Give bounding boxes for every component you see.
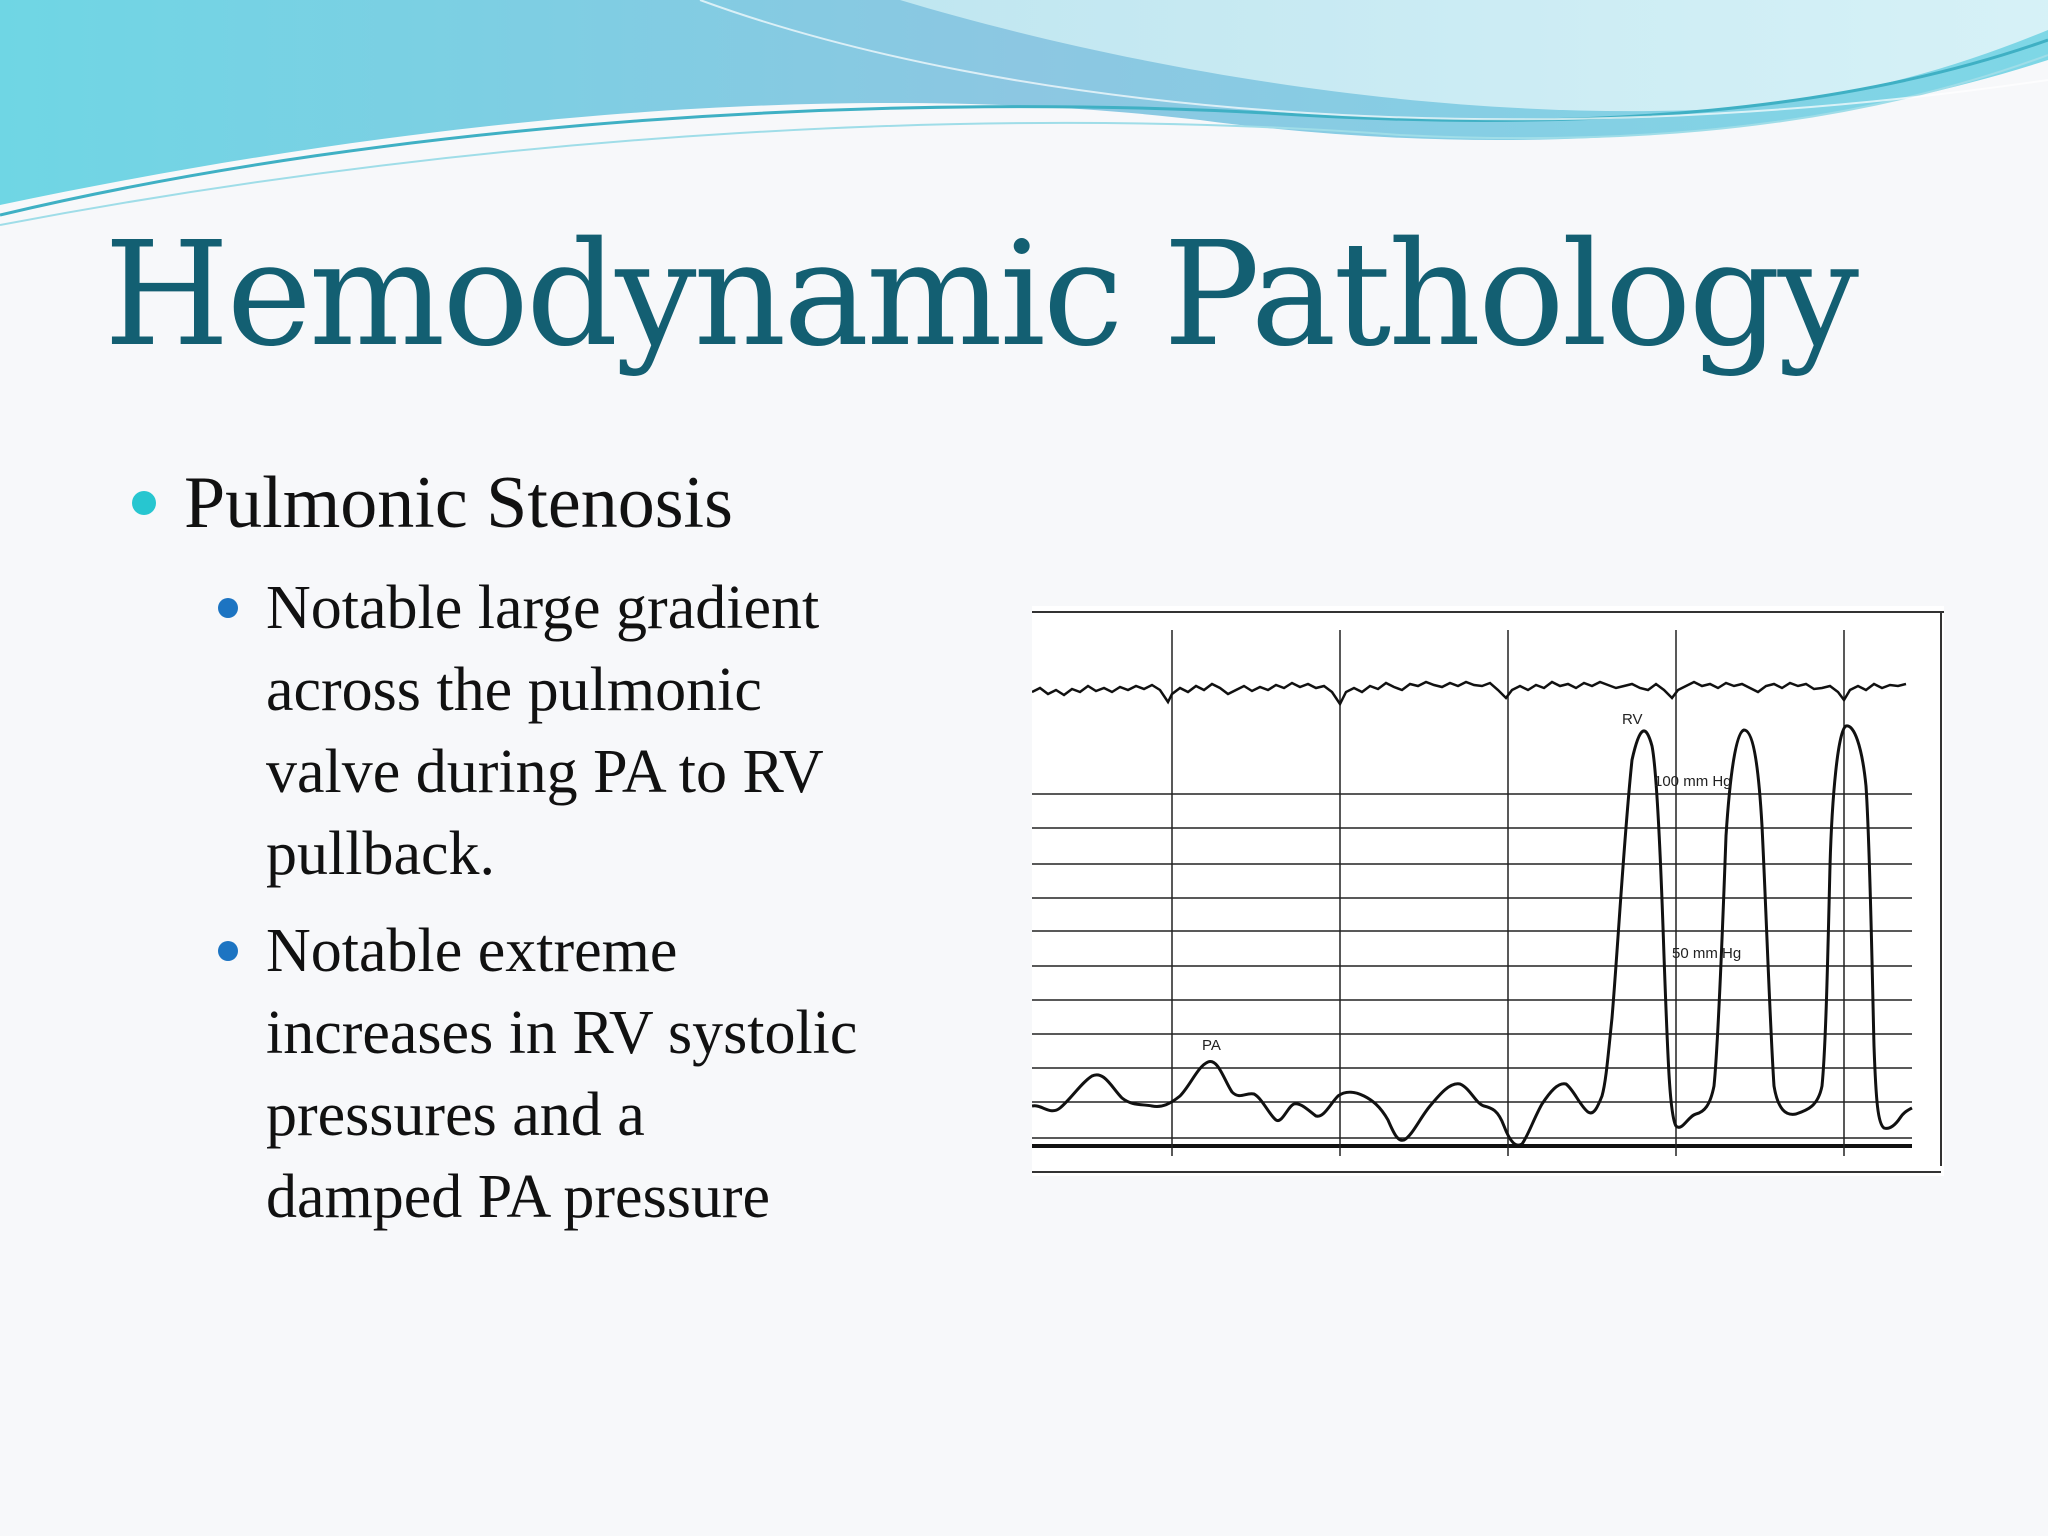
sub-bullet-1-line-2: across the pulmonic (266, 656, 762, 724)
scale-label-100: 100 mm Hg (1654, 773, 1732, 790)
bullet-level1-icon (132, 491, 156, 515)
label-rv: RV (1622, 711, 1643, 728)
pressure-tracing-figure (1032, 606, 1944, 1176)
bullet-pulmonic-stenosis: Pulmonic Stenosis (184, 462, 733, 544)
header-wave-decoration (0, 0, 2048, 240)
sub-bullet-2-line-4: damped PA pressure (266, 1163, 770, 1231)
sub-bullet-2-line-2: increases in RV systolic (266, 999, 858, 1067)
sub-bullet-1-line-1: Notable large gradient (266, 574, 820, 642)
bullet-level2-icon (218, 941, 238, 961)
sub-bullet-1-line-4: pullback. (266, 820, 495, 888)
label-pa: PA (1202, 1037, 1221, 1054)
bullet-level2-icon (218, 598, 238, 618)
scale-label-50: 50 mm Hg (1672, 945, 1742, 962)
sub-bullet-2-line-1: Notable extreme (266, 917, 678, 985)
sub-bullet-1-line-3: valve during PA to RV (266, 738, 824, 806)
sub-bullet-2-line-3: pressures and a (266, 1081, 645, 1149)
slide-title: Hemodynamic Pathology (104, 210, 1857, 378)
